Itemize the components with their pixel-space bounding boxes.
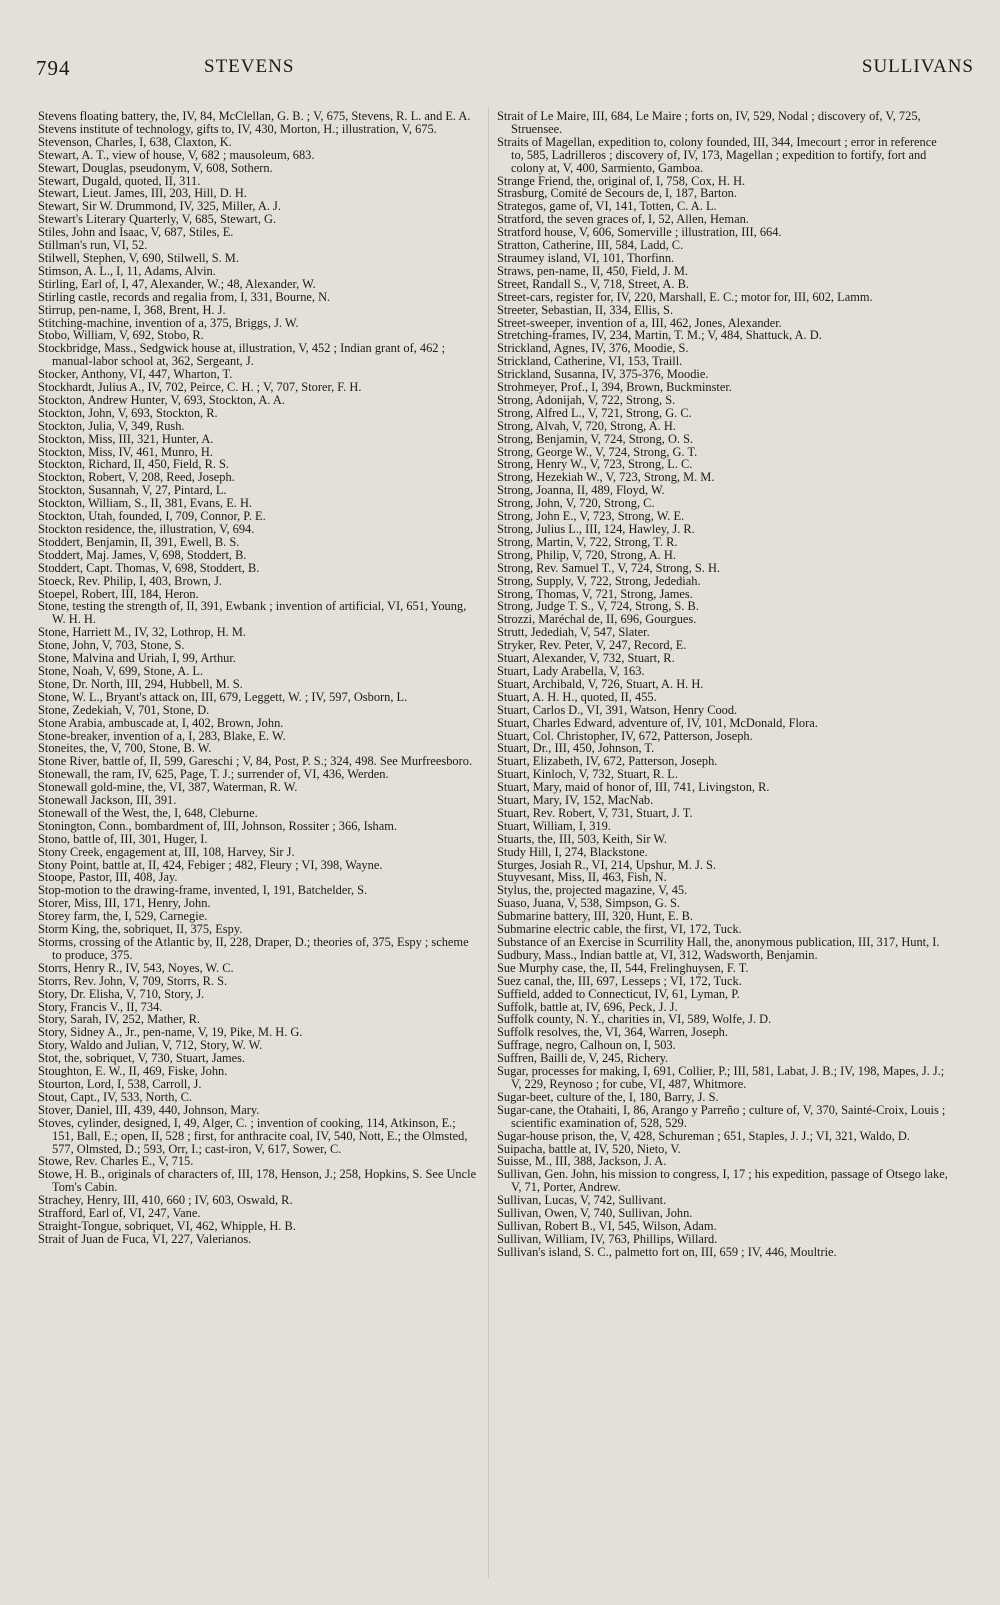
running-head-right: SULLIVANS bbox=[861, 56, 974, 77]
index-entry: Strong, Rev. Samuel T., V, 724, Strong, S. H. bbox=[497, 560, 721, 575]
index-entry: Stockton, John, V, 693, Stockton, R. bbox=[38, 405, 218, 420]
index-entry: Study Hill, I, 274, Blackstone. bbox=[497, 844, 648, 859]
index-entry: Story, Sidney A., Jr., pen-name, V, 19, Pike, M. H. G. bbox=[38, 1025, 303, 1040]
index-entry: Stonewall of the West, the, I, 648, Cleburne. bbox=[38, 805, 258, 820]
index-entry: Streeter, Sebastian, II, 334, Ellis, S. bbox=[497, 302, 674, 317]
index-entry: Strong, Supply, V, 722, Strong, Jedediah. bbox=[497, 573, 701, 588]
index-entry: Strutt, Jedediah, V, 547, Slater. bbox=[497, 625, 650, 640]
index-entry: Substance of an Exercise in Scurrility Hall, the, anonymous publication, III, 317, Hunt, I. bbox=[497, 935, 940, 949]
index-entry: Stoddert, Benjamin, II, 391, Ewell, B. S. bbox=[38, 534, 240, 549]
index-entry: Strait of Le Maire, III, 684, Le Maire ; forts on, IV, 529, Nodal ; discovery of, V, 725, Struensee. bbox=[497, 110, 921, 136]
index-entry: Stoope, Pastor, III, 408, Jay. bbox=[38, 870, 178, 885]
index-entry: Storms, crossing of the Atlantic by, II, 228, Draper, D.; theories of, 375, Espy ; scheme to produce, 375. bbox=[38, 935, 469, 962]
index-entry: Suffolk, battle at, IV, 696, Peck, J. J. bbox=[497, 999, 678, 1014]
index-entry: Stirrup, pen-name, I, 368, Brent, H. J. bbox=[38, 302, 226, 317]
index-entry: Strong, Philip, V, 720, Strong, A. H. bbox=[497, 547, 676, 562]
index-entry: Stoeck, Rev. Philip, I, 403, Brown, J. bbox=[38, 573, 223, 588]
index-entry: Sugar-beet, culture of the, I, 180, Barry, J. S. bbox=[497, 1089, 719, 1104]
index-entry: Stoneites, the, V, 700, Stone, B. W. bbox=[38, 741, 212, 756]
index-entry: Stryker, Rev. Peter, V, 247, Record, E. bbox=[497, 638, 687, 653]
index-entry: Stockton residence, the, illustration, V, 694. bbox=[38, 522, 255, 536]
index-entry: Street-cars, register for, IV, 220, Marshall, E. C.; motor for, III, 602, Lamm. bbox=[497, 289, 873, 304]
index-entry: Strong, Martin, V, 722, Strong, T. R. bbox=[497, 534, 678, 549]
index-entry: Stover, Daniel, III, 439, 440, Johnson, Mary. bbox=[38, 1102, 260, 1117]
index-entry: Street-sweeper, invention of a, III, 462, Jones, Alexander. bbox=[497, 315, 782, 330]
index-entry: Suipacha, battle at, IV, 520, Nieto, V. bbox=[497, 1141, 681, 1156]
index-entry: Stilwell, Stephen, V, 690, Stilwell, S. M. bbox=[38, 250, 239, 265]
index-entry: Strachey, Henry, III, 410, 660 ; IV, 603, Oswald, R. bbox=[38, 1193, 293, 1208]
index-entry: Stop-motion to the drawing-frame, invented, I, 191, Batchelder, S. bbox=[38, 883, 368, 898]
index-entry: Sudbury, Mass., Indian battle at, VI, 312, Wadsworth, Benjamin. bbox=[497, 947, 818, 962]
index-entry: Stonewall gold-mine, the, VI, 387, Waterman, R. W. bbox=[38, 780, 298, 795]
index-entry: Stuart, Elizabeth, IV, 672, Patterson, Joseph. bbox=[497, 754, 718, 769]
index-entry: Stony Point, battle at, II, 424, Febiger ; 482, Fleury ; VI, 398, Wayne. bbox=[38, 857, 383, 872]
index-entry: Stevens institute of technology, gifts to, IV, 430, Morton, H.; illustration, V, 675. bbox=[38, 121, 437, 136]
index-entry: Stuart, William, I, 319. bbox=[497, 818, 611, 833]
index-entry: Stratford house, V, 606, Somerville ; illustration, III, 664. bbox=[497, 225, 782, 240]
index-entry: Stone Arabia, ambuscade at, I, 402, Brown, John. bbox=[38, 715, 284, 730]
index-entry: Strickland, Susanna, IV, 375-376, Moodie. bbox=[497, 367, 709, 382]
index-entry: Stillman's run, VI, 52. bbox=[38, 238, 148, 253]
index-entry: Stone, Malvina and Uriah, I, 99, Arthur. bbox=[38, 651, 236, 666]
index-entry: Sugar-cane, the Otahaiti, I, 86, Arango y Parreño ; culture of, V, 370, Sainté-Croix, Louis ; scientific examination of, 528, 529. bbox=[497, 1102, 946, 1130]
index-entry: Stewart, A. T., view of house, V, 682 ; mausoleum, 683. bbox=[38, 147, 315, 162]
index-entry: Stuart, Lady Arabella, V, 163. bbox=[497, 663, 645, 678]
index-column-right bbox=[497, 110, 949, 1590]
index-entry: Strong, Henry W., V, 723, Strong, L. C. bbox=[497, 457, 693, 472]
page-number: 794 bbox=[36, 56, 71, 80]
index-entry: Stuart, Archibald, V, 726, Stuart, A. H. H. bbox=[497, 676, 704, 691]
index-entry: Strong, George W., V, 724, Strong, G. T. bbox=[497, 444, 698, 459]
index-entry: Storer, Miss, III, 171, Henry, John. bbox=[38, 896, 211, 911]
index-entry: Stocker, Anthony, VI, 447, Wharton, T. bbox=[38, 367, 233, 382]
index-entry: Storm King, the, sobriquet, II, 375, Espy. bbox=[38, 922, 243, 937]
index-entry: Submarine electric cable, the first, VI, 172, Tuck. bbox=[497, 922, 742, 937]
index-entry: Stot, the, sobriquet, V, 730, Stuart, James. bbox=[38, 1051, 246, 1066]
index-entry: Stourton, Lord, I, 538, Carroll, J. bbox=[38, 1076, 202, 1091]
index-entry: Stockhardt, Julius A., IV, 702, Peirce, C. H. ; V, 707, Storer, F. H. bbox=[38, 380, 362, 395]
index-entry: Strategos, game of, VI, 141, Totten, C. A. L. bbox=[497, 199, 717, 214]
index-entry: Strong, Adonijah, V, 722, Strong, S. bbox=[497, 392, 676, 407]
index-entry: Stone River, battle of, II, 599, Gareschi ; V, 84, Post, P. S.; 324, 498. See Murfreesboro. bbox=[38, 754, 473, 769]
index-entry: Stretching-frames, IV, 234, Martin, T. M.; V, 484, Shattuck, A. D. bbox=[497, 328, 822, 343]
index-entry: Storey farm, the, I, 529, Carnegie. bbox=[38, 909, 208, 924]
index-entry: Stockton, Susannah, V, 27, Pintard, L. bbox=[38, 483, 227, 498]
index-entry: Sullivan, Robert B., VI, 545, Wilson, Adam. bbox=[497, 1218, 717, 1233]
index-entry: Stoepel, Robert, III, 184, Heron. bbox=[38, 586, 199, 601]
index-entry: Strong, John, V, 720, Strong, C. bbox=[497, 496, 655, 511]
index-entry: Straws, pen-name, II, 450, Field, J. M. bbox=[497, 263, 688, 278]
index-entry: Street, Randall S., V, 718, Street, A. B. bbox=[497, 276, 689, 291]
index-entry: Stockton, Andrew Hunter, V, 693, Stockton, A. A. bbox=[38, 392, 285, 407]
index-entry: Stone, Harriett M., IV, 32, Lothrop, H. M. bbox=[38, 625, 246, 640]
index-entry: Strickland, Agnes, IV, 376, Moodie, S. bbox=[497, 341, 689, 356]
index-entry: Strickland, Catherine, VI, 153, Traill. bbox=[497, 354, 683, 369]
index-entry: Stone, W. L., Bryant's attack on, III, 679, Leggett, W. ; IV, 597, Osborn, L. bbox=[38, 689, 408, 704]
index-entry: Stoves, cylinder, designed, I, 49, Alger, C. ; invention of cooking, 114, Atkinson, E.; 151, Ball, E.; open, II, 528 ; first, for anthracite coal, IV, 540, Nott, E.; the Olmsted, 577, Olmsted, D.; 593, Orr, I.; cast-iron, V, 617, Sower, C. bbox=[38, 1115, 468, 1156]
column-divider bbox=[488, 108, 489, 1578]
index-entry: Stonewall, the ram, IV, 625, Page, T. J.; surrender of, VI, 436, Werden. bbox=[38, 767, 389, 782]
index-entry: Stockton, Julia, V, 349, Rush. bbox=[38, 418, 185, 433]
index-entry: Stonewall Jackson, III, 391. bbox=[38, 793, 177, 808]
index-entry: Strong, Hezekiah W., V, 723, Strong, M. M. bbox=[497, 470, 715, 485]
index-entry: Stonington, Conn., bombardment of, III, Johnson, Rossiter ; 366, Isham. bbox=[38, 818, 397, 833]
index-entry: Stoddert, Capt. Thomas, V, 698, Stoddert, B. bbox=[38, 560, 260, 575]
index-entry: Stuart, Mary, maid of honor of, III, 741, Livingston, R. bbox=[497, 780, 770, 795]
index-entry: Stone, John, V, 703, Stone, S. bbox=[38, 638, 185, 653]
index-entry: Suffren, Bailli de, V, 245, Richery. bbox=[497, 1051, 669, 1066]
index-entry: Strong, Julius L., III, 124, Hawley, J. R. bbox=[497, 522, 695, 536]
index-entry: Stuarts, the, III, 503, Keith, Sir W. bbox=[497, 831, 668, 846]
index-entry: Stone, Zedekiah, V, 701, Stone, D. bbox=[38, 702, 210, 717]
index-entry: Submarine battery, III, 320, Hunt, E. B. bbox=[497, 909, 694, 924]
running-head-left: STEVENS bbox=[204, 56, 295, 77]
index-entry: Suffolk resolves, the, VI, 364, Warren, Joseph. bbox=[497, 1025, 728, 1040]
index-entry: Stout, Capt., IV, 533, North, C. bbox=[38, 1089, 192, 1104]
index-entry: Stuart, Alexander, V, 732, Stuart, R. bbox=[497, 651, 675, 666]
index-entry: Suisse, M., III, 388, Jackson, J. A. bbox=[497, 1154, 667, 1169]
index-entry: Stuart, Carlos D., VI, 391, Watson, Henry Cood. bbox=[497, 702, 738, 717]
index-entry: Stewart, Douglas, pseudonym, V, 608, Sothern. bbox=[38, 160, 273, 175]
index-entry: Strong, Joanna, II, 489, Floyd, W. bbox=[497, 483, 665, 498]
index-entry: Stoughton, E. W., II, 469, Fiske, John. bbox=[38, 1064, 228, 1079]
index-entry: Stevens floating battery, the, IV, 84, McClellan, G. B. ; V, 675, Stevens, R. L. and E. A. bbox=[38, 110, 471, 123]
index-entry: Stockton, Miss, III, 321, Hunter, A. bbox=[38, 431, 214, 446]
index-entry: Story, Sarah, IV, 252, Mather, R. bbox=[38, 1012, 200, 1027]
index-entry: Strong, Alvah, V, 720, Strong, A. H. bbox=[497, 418, 676, 433]
index-entry: Story, Waldo and Julian, V, 712, Story, W. W. bbox=[38, 1038, 263, 1053]
index-entry: Stoddert, Maj. James, V, 698, Stoddert, B. bbox=[38, 547, 247, 562]
index-entry: Stone, Dr. North, III, 294, Hubbell, M. S. bbox=[38, 676, 243, 691]
index-entry: Strozzi, Maréchal de, II, 696, Gourgues. bbox=[497, 612, 697, 627]
index-entry: Strafford, Earl of, VI, 247, Vane. bbox=[38, 1206, 201, 1221]
index-entry: Strohmeyer, Prof., I, 394, Brown, Buckminster. bbox=[497, 380, 732, 395]
index-entry: Stevenson, Charles, I, 638, Claxton, K. bbox=[38, 134, 232, 149]
index-entry: Stono, battle of, III, 301, Huger, I. bbox=[38, 831, 208, 846]
index-entry: Stone, Noah, V, 699, Stone, A. L. bbox=[38, 663, 204, 678]
index-entry: Storrs, Rev. John, V, 709, Storrs, R. S. bbox=[38, 973, 228, 988]
index-entry: Suffolk county, N. Y., charities in, VI, 589, Wolfe, J. D. bbox=[497, 1012, 772, 1027]
index-entry: Suez canal, the, III, 697, Lesseps ; VI, 172, Tuck. bbox=[497, 973, 742, 988]
index-entry: Stony Creek, engagement at, III, 108, Harvey, Sir J. bbox=[38, 844, 295, 859]
index-entry: Strong, Alfred L., V, 721, Strong, G. C. bbox=[497, 405, 692, 420]
index-entry: Stuart, Charles Edward, adventure of, IV, 101, McDonald, Flora. bbox=[497, 715, 818, 730]
index-entry: Straits of Magellan, expedition to, colony founded, III, 344, Imecourt ; error in reference to, 585, Ladrilleros ; discovery of, IV, 173, Magellan ; expedition to fortify, fort and colony at, V, 400, Sarmiento, Gamboa. bbox=[497, 134, 937, 175]
index-entry: Stockbridge, Mass., Sedgwick house at, illustration, V, 452 ; Indian grant of, 462 ; manual-labor school at, 362, Sergeant, J. bbox=[38, 341, 446, 369]
index-entry: Stone, testing the strength of, II, 391, Ewbank ; invention of artificial, VI, 651, Young, W. H. H. bbox=[38, 599, 467, 627]
index-entry: Stewart's Literary Quarterly, V, 685, Stewart, G. bbox=[38, 212, 277, 227]
index-entry: Stimson, A. L., I, 11, Adams, Alvin. bbox=[38, 263, 216, 278]
index-entry: Sullivan, William, IV, 763, Phillips, Willard. bbox=[497, 1231, 718, 1246]
index-entry: Stuart, Dr., III, 450, Johnson, T. bbox=[497, 741, 655, 756]
index-entry: Suaso, Juana, V, 538, Simpson, G. S. bbox=[497, 896, 681, 911]
index-entry: Suffield, added to Connecticut, IV, 61, Lyman, P. bbox=[497, 986, 740, 1001]
index-entry: Sturges, Josiah R., VI, 214, Upshur, M. J. S. bbox=[497, 857, 717, 872]
index-entry: Straight-Tongue, sobriquet, VI, 462, Whipple, H. B. bbox=[38, 1218, 296, 1233]
index-entry: Sullivan's island, S. C., palmetto fort on, III, 659 ; IV, 446, Moultrie. bbox=[497, 1244, 837, 1259]
index-entry: Stockton, William, S., II, 381, Evans, E. H. bbox=[38, 496, 253, 511]
index-entry: Stratford, the seven graces of, I, 52, Allen, Heman. bbox=[497, 212, 749, 227]
index-entry: Stowe, Rev. Charles E., V, 715. bbox=[38, 1154, 194, 1169]
index-entry: Stuart, Mary, IV, 152, MacNab. bbox=[497, 793, 654, 808]
index-entry: Strasburg, Comité de Secours de, I, 187, Barton. bbox=[497, 186, 737, 201]
index-entry: Stirling, Earl of, I, 47, Alexander, W.; 48, Alexander, W. bbox=[38, 276, 316, 291]
index-entry: Strong, Thomas, V, 721, Strong, James. bbox=[497, 586, 693, 601]
index-entry: Stobo, William, V, 692, Stobo, R. bbox=[38, 328, 204, 343]
page-header bbox=[36, 56, 974, 96]
index-entry: Storrs, Henry R., IV, 543, Noyes, W. C. bbox=[38, 960, 234, 975]
index-entry: Stockton, Utah, founded, I, 709, Connor, P. E. bbox=[38, 509, 266, 524]
index-entry: Sullivan, Gen. John, his mission to congress, I, 17 ; his expedition, passage of Otsego lake, V, 71, Porter, Andrew. bbox=[497, 1167, 948, 1195]
index-entry: Suffrage, negro, Calhoun on, I, 503. bbox=[497, 1038, 676, 1053]
index-entry: Stockton, Robert, V, 208, Reed, Joseph. bbox=[38, 470, 235, 485]
index-entry: Story, Dr. Elisha, V, 710, Story, J. bbox=[38, 986, 205, 1001]
index-column-left bbox=[38, 110, 480, 1590]
index-entry: Stiles, John and Isaac, V, 687, Stiles, E. bbox=[38, 225, 234, 240]
index-entry: Strange Friend, the, original of, I, 758, Cox, H. H. bbox=[497, 173, 746, 188]
index-entry: Sue Murphy case, the, II, 544, Frelinghuysen, F. T. bbox=[497, 960, 749, 975]
index-entry: Stone-breaker, invention of a, I, 283, Blake, E. W. bbox=[38, 728, 286, 743]
index-entry: Sugar-house prison, the, V, 428, Schureman ; 651, Staples, J. J.; VI, 321, Waldo, D. bbox=[497, 1128, 910, 1143]
index-entry: Stewart, Sir W. Drummond, IV, 325, Miller, A. J. bbox=[38, 199, 281, 214]
index-entry: Sugar, processes for making, I, 691, Collier, P.; III, 581, Labat, J. B.; IV, 198, Mapes, J. J.; V, 229, Reynoso ; for cube, VI, 487, Whitmore. bbox=[497, 1064, 945, 1091]
index-entry: Stockton, Richard, II, 450, Field, R. S. bbox=[38, 457, 230, 472]
index-entry: Stirling castle, records and regalia from, I, 331, Bourne, N. bbox=[38, 289, 331, 304]
index-entry: Strong, Benjamin, V, 724, Strong, O. S. bbox=[497, 431, 694, 446]
index-entry: Stylus, the, projected magazine, V, 45. bbox=[497, 883, 688, 898]
index-entry: Strait of Juan de Fuca, VI, 227, Valerianos. bbox=[38, 1231, 252, 1246]
index-entry: Stuart, Kinloch, V, 732, Stuart, R. L. bbox=[497, 767, 678, 782]
index-entry: Stuart, Col. Christopher, IV, 672, Patterson, Joseph. bbox=[497, 728, 753, 743]
index-entry: Stuart, A. H. H., quoted, II, 455. bbox=[497, 689, 657, 704]
index-entry: Stowe, H. B., originals of characters of, III, 178, Henson, J.; 258, Hopkins, S. See Uncle Tom's Cabin. bbox=[38, 1167, 477, 1195]
index-entry: Story, Francis V., II, 734. bbox=[38, 999, 163, 1014]
index-entry: Strong, John E., V, 723, Strong, W. E. bbox=[497, 509, 685, 524]
index-entry: Sullivan, Lucas, V, 742, Sullivant. bbox=[497, 1193, 667, 1208]
index-entry: Stuart, Rev. Robert, V, 731, Stuart, J. T. bbox=[497, 805, 693, 820]
index-entry: Stratton, Catherine, III, 584, Ladd, C. bbox=[497, 238, 684, 253]
index-entry: Stitching-machine, invention of a, 375, Briggs, J. W. bbox=[38, 315, 299, 330]
index-entry: Stewart, Dugald, quoted, II, 311. bbox=[38, 173, 201, 188]
index-entry: Stockton, Miss, IV, 461, Munro, H. bbox=[38, 444, 213, 459]
index-entry: Stewart, Lieut. James, III, 203, Hill, D. H. bbox=[38, 186, 247, 201]
index-entry: Strong, Judge T. S., V, 724, Strong, S. B. bbox=[497, 599, 699, 614]
index-entry: Sullivan, Owen, V, 740, Sullivan, John. bbox=[497, 1206, 693, 1221]
index-entry: Straumey island, VI, 101, Thorfinn. bbox=[497, 250, 675, 265]
index-entry: Stuyvesant, Miss, II, 463, Fish, N. bbox=[497, 870, 667, 885]
